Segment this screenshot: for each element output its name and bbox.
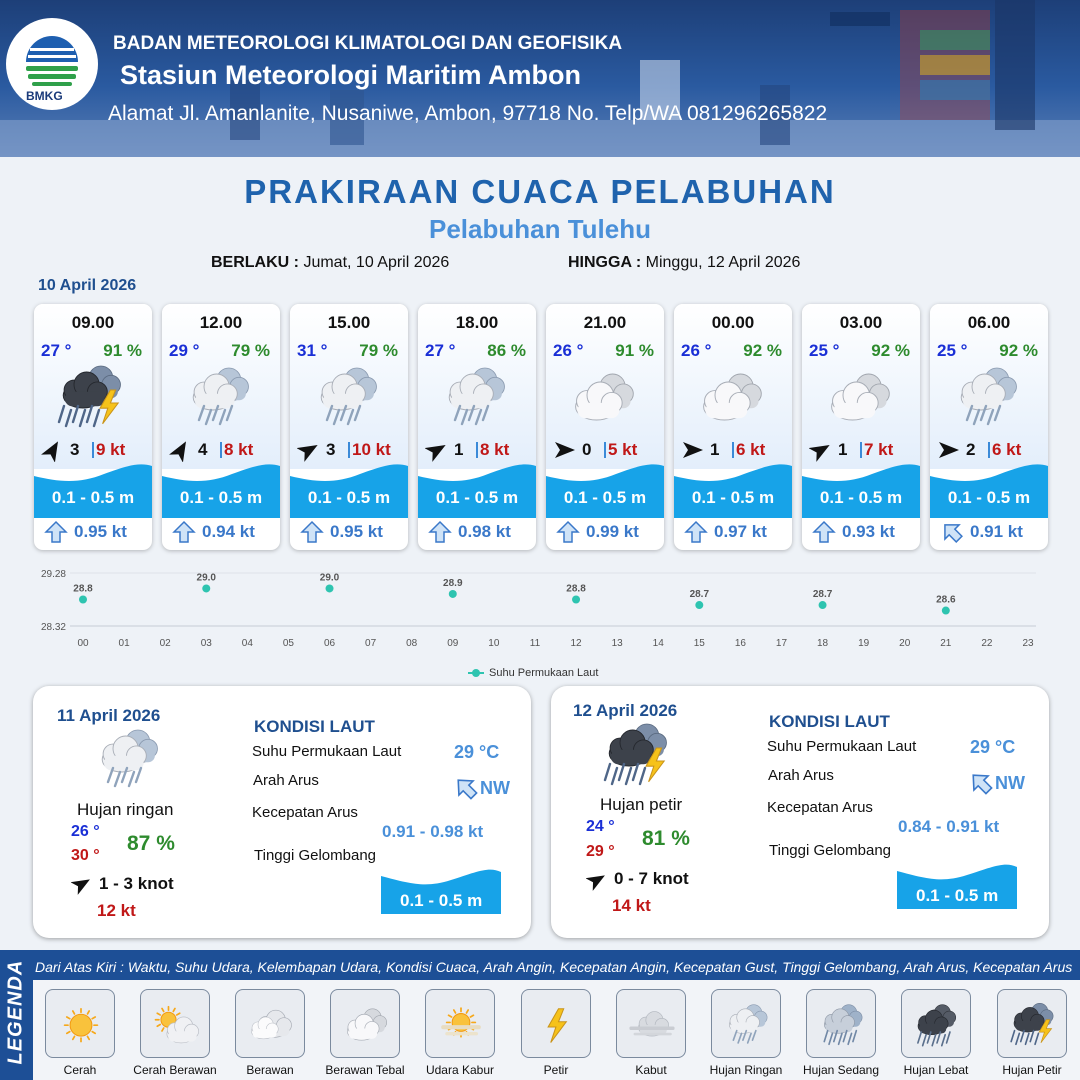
wind-direction-icon [297, 438, 321, 462]
legend-item [330, 989, 400, 1058]
legend-item-label: Petir [543, 1063, 569, 1077]
x-tick-label: 16 [734, 638, 746, 649]
forecast-time: 15.00 [327, 313, 371, 332]
gust-speed: 6 kt [736, 440, 766, 459]
daily-panel-1 [33, 686, 531, 938]
gust-speed: 6 kt [992, 440, 1022, 459]
wave-height-label: Tinggi Gelombang [769, 842, 892, 859]
x-tick-label: 02 [159, 638, 171, 649]
current-speed-label: Kecepatan Arus [252, 804, 358, 821]
page-subtitle: Pelabuhan Tulehu [429, 214, 651, 244]
x-tick-label: 15 [693, 638, 705, 649]
wind-direction-icon [809, 438, 833, 462]
hujan-lebat-icon [909, 997, 965, 1052]
air-temperature: 25 ° [809, 341, 840, 360]
forecast-time: 12.00 [199, 313, 243, 332]
gust-speed: 10 kt [352, 440, 391, 459]
sst-data-label: 28.7 [812, 589, 833, 601]
legend-item-label: Cerah [63, 1063, 97, 1077]
sst-data-point [572, 596, 580, 604]
wind-speed: 3 [326, 440, 336, 459]
wind-speed: 4 [198, 440, 208, 459]
hujan-ringan-icon [719, 997, 775, 1052]
legend-item-label: Hujan Petir [1002, 1063, 1062, 1077]
today-date: 10 April 2026 [38, 277, 137, 294]
header-banner [0, 0, 1080, 157]
air-temperature: 27 ° [41, 341, 72, 360]
legend-item [711, 989, 781, 1058]
wave-height-label: Tinggi Gelombang [254, 847, 377, 864]
sst-data-point [449, 590, 457, 598]
berawan-tebal-icon [562, 364, 644, 430]
separator [988, 442, 990, 458]
wave-height: 0.1 - 0.5 m [179, 488, 263, 507]
current-direction-icon [44, 520, 68, 544]
sst-value: 29 °C [454, 742, 500, 762]
legend-item-label: Udara Kabur [425, 1063, 495, 1077]
sst-value: 29 °C [970, 737, 1016, 757]
valid-to [568, 254, 800, 272]
sst-data-label: 29.0 [319, 572, 340, 584]
hujan-petir-icon [596, 722, 678, 790]
wind-speed: 3 [70, 440, 80, 459]
separator [860, 442, 862, 458]
x-tick-label: 17 [775, 638, 788, 649]
air-temperature: 27 ° [425, 341, 456, 360]
sst-data-label: 28.9 [443, 577, 463, 589]
x-tick-label: 12 [570, 638, 582, 649]
forecast-time: 00.00 [711, 313, 755, 332]
x-tick-label: 23 [1022, 638, 1034, 649]
legend-title: LEGENDA [4, 959, 27, 1065]
legend-item [425, 989, 495, 1058]
x-tick-label: 03 [200, 638, 212, 649]
current-direction-icon [684, 520, 708, 544]
daily-gust: 12 kt [97, 901, 136, 920]
sst-data-label: 29.0 [196, 572, 216, 584]
air-temperature: 26 ° [681, 341, 712, 360]
valid-to-label: HINGGA : [568, 254, 642, 271]
hourly-card [162, 304, 280, 550]
wind-direction-icon [169, 438, 193, 462]
wind-speed: 1 [838, 440, 848, 459]
sst-data-label: 28.7 [689, 589, 710, 601]
sst-data-point [819, 601, 827, 609]
current-direction-icon [812, 520, 836, 544]
x-tick-label: 00 [77, 638, 89, 649]
current-direction-label: Arah Arus [253, 772, 319, 789]
daily-humidity: 87 % [127, 832, 175, 855]
x-tick-label: 07 [365, 638, 377, 649]
station-name: Stasiun Meteorologi Maritim Ambon [120, 60, 582, 90]
hujan-ringan-icon [434, 364, 516, 430]
sea-condition-heading: KONDISI LAUT [254, 717, 375, 736]
legend-item [997, 989, 1067, 1058]
daily-gust: 14 kt [612, 896, 651, 915]
humidity: 92 % [871, 341, 910, 360]
current-direction-label: Arah Arus [768, 767, 834, 784]
legend-item [616, 989, 686, 1058]
current-direction-icon [428, 520, 452, 544]
forecast-time: 18.00 [455, 313, 499, 332]
wave-height: 0.1 - 0.5 m [307, 488, 391, 507]
x-tick-label: 13 [611, 638, 623, 649]
humidity: 92 % [743, 341, 782, 360]
wind-direction-icon [425, 438, 449, 462]
current-speed: 0.91 kt [970, 522, 1023, 541]
legend-item [45, 989, 115, 1058]
wind-direction-icon [681, 438, 705, 462]
x-tick-label: 11 [529, 638, 541, 649]
x-tick-label: 21 [940, 638, 952, 649]
wind-speed: 0 [582, 440, 592, 459]
berawan-tebal-icon [818, 364, 900, 430]
gust-speed: 8 kt [224, 440, 254, 459]
logo-text: BMKG [26, 89, 63, 103]
hujan-petir-icon [1005, 997, 1061, 1052]
air-temperature: 26 ° [553, 341, 584, 360]
wave-height: 0.1 - 0.5 m [691, 488, 775, 507]
berawan-tebal-icon [690, 364, 772, 430]
x-tick-label: 09 [447, 638, 459, 649]
hourly-card [674, 304, 792, 550]
daily-panel-2 [551, 686, 1049, 938]
humidity: 79 % [231, 341, 270, 360]
daily-date: 11 April 2026 [57, 706, 161, 725]
current-speed-value: 0.84 - 0.91 kt [898, 817, 1000, 836]
hourly-card [290, 304, 408, 550]
gust-speed: 7 kt [864, 440, 894, 459]
hujan-petir-icon [50, 364, 132, 430]
hourly-card [930, 304, 1048, 550]
udara-kabur-icon [433, 997, 489, 1052]
daily-temp-min: 24 ° [586, 818, 615, 835]
x-tick-label: 06 [323, 638, 336, 649]
humidity: 91 % [615, 341, 654, 360]
legend-item [521, 989, 591, 1058]
daily-wind-speed: 0 - 7 knot [614, 869, 689, 888]
x-tick-label: 04 [241, 638, 253, 649]
air-temperature: 25 ° [937, 341, 968, 360]
sst-data-point [79, 596, 87, 604]
wind-direction-icon [71, 873, 93, 895]
sst-data-point [202, 584, 210, 592]
air-temperature: 29 ° [169, 341, 200, 360]
legend-item-label: Kabut [635, 1063, 667, 1077]
legend-item [140, 989, 210, 1058]
sea-condition-heading: KONDISI LAUT [769, 712, 890, 731]
petir-icon [529, 997, 585, 1052]
current-speed: 0.94 kt [202, 522, 255, 541]
wind-speed: 1 [710, 440, 720, 459]
daily-humidity: 81 % [642, 827, 690, 850]
x-tick-label: 10 [488, 638, 500, 649]
valid-from [211, 254, 449, 272]
x-tick-label: 14 [652, 638, 664, 649]
wind-direction-icon [586, 869, 608, 891]
wind-direction-icon [937, 438, 961, 462]
current-speed: 0.95 kt [330, 522, 383, 541]
forecast-time: 06.00 [967, 313, 1011, 332]
wave-height: 0.1 - 0.5 m [947, 488, 1031, 507]
chart-legend-label: Suhu Permukaan Laut [489, 667, 599, 679]
sst-data-point [942, 607, 950, 615]
air-temperature: 31 ° [297, 341, 328, 360]
x-tick-label: 20 [899, 638, 911, 649]
wave-height: 0.1 - 0.5 m [563, 488, 647, 507]
x-tick-label: 22 [981, 638, 993, 649]
legend-item [806, 989, 876, 1058]
current-direction-icon [453, 775, 479, 801]
legend-item-label: Hujan Lebat [903, 1063, 969, 1077]
wave-height-value: 0.1 - 0.5 m [916, 886, 999, 905]
valid-from-value: Jumat, 10 April 2026 [303, 254, 450, 271]
berawan-icon [243, 997, 299, 1052]
current-speed: 0.98 kt [458, 522, 511, 541]
x-tick-label: 01 [118, 638, 130, 649]
wave-height: 0.1 - 0.5 m [51, 488, 135, 507]
daily-temp-min: 26 ° [71, 823, 100, 840]
x-tick-label: 18 [817, 638, 829, 649]
current-direction-value: NW [995, 773, 1025, 793]
legend-item-label: Berawan [246, 1063, 294, 1077]
separator [476, 442, 478, 458]
x-tick-label: 19 [858, 638, 870, 649]
legend-item-label: Hujan Sedang [802, 1063, 880, 1077]
berawan-tebal-icon [338, 997, 394, 1052]
wind-speed: 1 [454, 440, 464, 459]
humidity: 86 % [487, 341, 526, 360]
humidity: 91 % [103, 341, 142, 360]
legend-item-label: Hujan Ringan [709, 1063, 783, 1077]
hujan-ringan-icon [306, 364, 388, 430]
page-title: PRAKIRAAN CUACA PELABUHAN [244, 173, 836, 210]
wave-height-value: 0.1 - 0.5 m [400, 891, 483, 910]
current-speed: 0.93 kt [842, 522, 895, 541]
cerah-berawan-icon [148, 997, 204, 1052]
daily-temp-max: 29 ° [586, 843, 615, 860]
forecast-time: 09.00 [71, 313, 115, 332]
separator [348, 442, 350, 458]
current-direction-value: NW [480, 778, 510, 798]
valid-from-label: BERLAKU : [211, 254, 299, 271]
sst-data-label: 28.8 [73, 583, 93, 595]
station-address: Alamat Jl. Amanlanite, Nusaniwe, Ambon, 97718 No. Telp/WA 081296265822 [108, 102, 828, 125]
daily-wind-speed: 1 - 3 knot [99, 874, 174, 893]
daily-date: 12 April 2026 [573, 701, 678, 720]
wave-height: 0.1 - 0.5 m [435, 488, 519, 507]
current-speed-value: 0.91 - 0.98 kt [382, 822, 484, 841]
x-tick-label: 05 [282, 638, 294, 649]
current-direction-icon [940, 520, 964, 544]
forecast-time: 21.00 [583, 313, 627, 332]
y-tick-label: 29.28 [40, 569, 66, 580]
hourly-card [34, 304, 152, 550]
hujan-ringan-icon [178, 364, 260, 430]
daily-condition: Hujan ringan [77, 800, 174, 819]
valid-to-value: Minggu, 12 April 2026 [645, 254, 801, 271]
chart-legend-dot [472, 669, 480, 677]
separator [604, 442, 606, 458]
current-direction-icon [300, 520, 324, 544]
legend-item-label: Berawan Tebal [325, 1063, 405, 1077]
hourly-card [418, 304, 536, 550]
y-tick-label: 28.32 [40, 622, 66, 633]
separator [732, 442, 734, 458]
wind-speed: 2 [966, 440, 976, 459]
forecast-time: 03.00 [839, 313, 883, 332]
current-speed: 0.95 kt [74, 522, 127, 541]
sst-data-point [695, 601, 703, 609]
cerah-icon [53, 997, 109, 1052]
legend-note: Dari Atas Kiri : Waktu, Suhu Udara, Kelembapan Udara, Kondisi Cuaca, Arah Angin, Kecepatan Angin, Kecepatan Gust, Tinggi Gelombang, Arah Arus, Kecepatan Arus [35, 959, 1073, 975]
humidity: 79 % [359, 341, 398, 360]
gust-speed: 9 kt [96, 440, 126, 459]
hujan-sedang-icon [814, 997, 870, 1052]
wave-height: 0.1 - 0.5 m [819, 488, 903, 507]
legend-item [901, 989, 971, 1058]
wind-direction-icon [553, 438, 577, 462]
x-tick-label: 08 [406, 638, 418, 649]
gust-speed: 5 kt [608, 440, 638, 459]
current-speed: 0.99 kt [586, 522, 639, 541]
legend-item-label: Cerah Berawan [133, 1063, 217, 1077]
separator [92, 442, 94, 458]
legend-item [235, 989, 305, 1058]
humidity: 92 % [999, 341, 1038, 360]
hujan-ringan-icon [946, 364, 1028, 430]
wind-direction-icon [41, 438, 65, 462]
current-direction-icon [556, 520, 580, 544]
hourly-card [802, 304, 920, 550]
daily-condition: Hujan petir [600, 795, 683, 814]
current-direction-icon [172, 520, 196, 544]
sst-label: Suhu Permukaan Laut [767, 738, 917, 755]
daily-temp-max: 30 ° [71, 847, 100, 864]
sst-data-point [326, 584, 334, 592]
current-speed: 0.97 kt [714, 522, 767, 541]
hourly-card [546, 304, 664, 550]
current-speed-label: Kecepatan Arus [767, 799, 873, 816]
gust-speed: 8 kt [480, 440, 510, 459]
hujan-ringan-icon [87, 726, 169, 794]
separator [220, 442, 222, 458]
sst-label: Suhu Permukaan Laut [252, 743, 402, 760]
sst-data-label: 28.8 [566, 583, 586, 595]
sst-data-label: 28.6 [936, 594, 956, 606]
current-direction-icon [968, 770, 994, 796]
kabut-icon [624, 997, 680, 1052]
agency-name: BADAN METEOROLOGI KLIMATOLOGI DAN GEOFISIKA [113, 33, 623, 54]
